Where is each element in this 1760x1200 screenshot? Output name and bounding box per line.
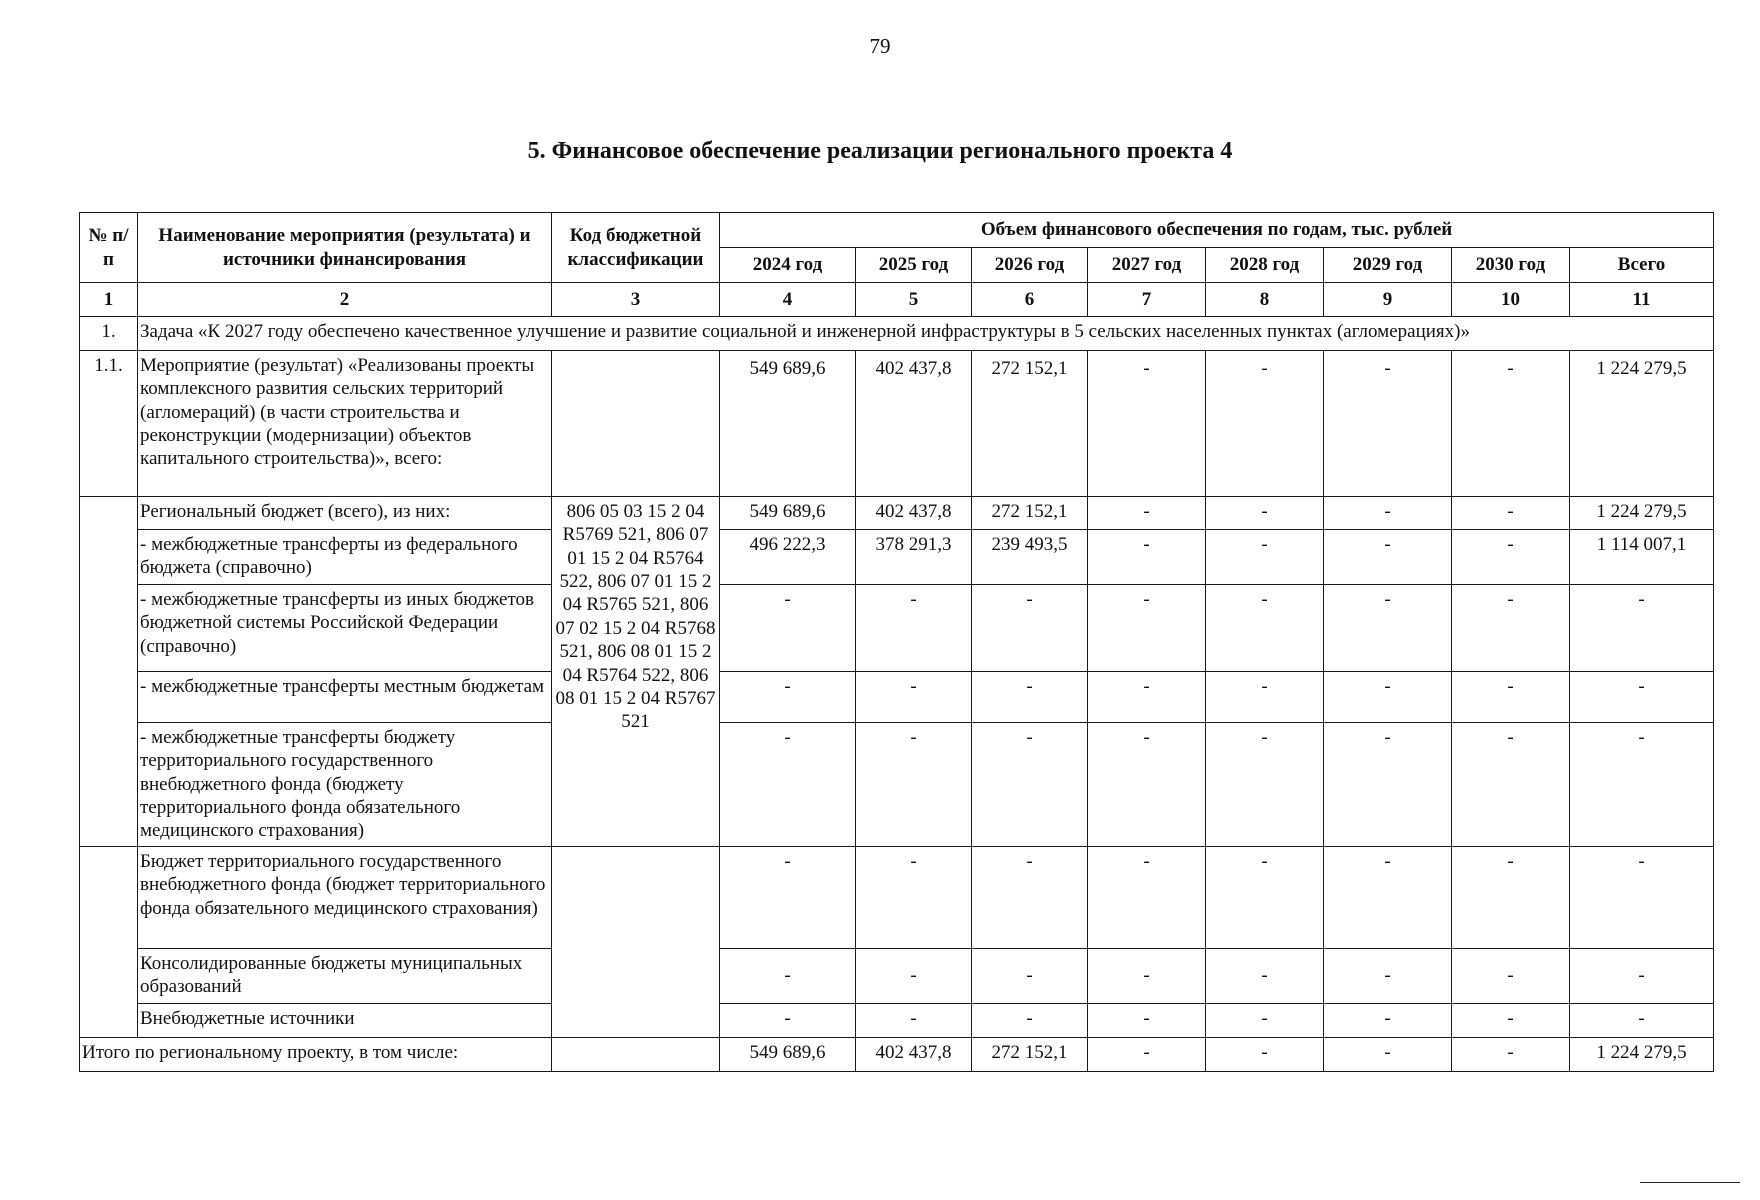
col-number: 6 <box>972 283 1088 317</box>
value-cell: - <box>1452 530 1570 585</box>
value-cell: - <box>1452 723 1570 847</box>
value-cell: 496 222,3 <box>720 530 856 585</box>
row-name: - межбюджетные трансферты из иных бюджетов бюджетной системы Российской Федерации (справочно) <box>138 585 552 672</box>
value-cell: 378 291,3 <box>856 530 972 585</box>
header-row-1 <box>80 213 1714 248</box>
table-row <box>80 672 1714 723</box>
value-cell: - <box>1088 585 1206 672</box>
header-name: Наименование мероприятия (результата) и источники финансирования <box>138 213 552 283</box>
value-cell: - <box>1088 497 1206 530</box>
col-number: 7 <box>1088 283 1206 317</box>
value-cell: - <box>1570 949 1714 1004</box>
value-cell: - <box>1324 497 1452 530</box>
value-cell: 1 224 279,5 <box>1570 351 1714 497</box>
value-cell: - <box>1570 847 1714 949</box>
value-cell: - <box>1088 949 1206 1004</box>
col-number: 8 <box>1206 283 1324 317</box>
value-cell: - <box>1324 530 1452 585</box>
value-cell: - <box>720 723 856 847</box>
header-year: 2027 год <box>1088 248 1206 283</box>
header-year: 2025 год <box>856 248 972 283</box>
row-name: Консолидированные бюджеты муниципальных образований <box>138 949 552 1004</box>
measure-code-empty <box>552 351 720 497</box>
value-cell: 1 224 279,5 <box>1570 497 1714 530</box>
value-cell: - <box>1206 351 1324 497</box>
value-cell: 1 224 279,5 <box>1570 1038 1714 1072</box>
value-cell: - <box>856 949 972 1004</box>
measure-number: 1.1. <box>80 351 138 497</box>
header-year: 2029 год <box>1324 248 1452 283</box>
col-number: 9 <box>1324 283 1452 317</box>
value-cell: - <box>1324 1004 1452 1038</box>
row-name: Региональный бюджет (всего), из них: <box>138 497 552 530</box>
budget-code: 806 05 03 15 2 04 R5769 521, 806 07 01 15 2 04 R5764 522, 806 07 01 15 2 04 R5765 521, 806 07 02 15 2 04 R5768 521, 806 08 01 15 2 04 R5764 522, 806 08 01 15 2 04 R5767 521 <box>552 497 720 847</box>
value-cell: - <box>1452 949 1570 1004</box>
header-year: 2030 год <box>1452 248 1570 283</box>
value-cell: - <box>1206 1004 1324 1038</box>
header-year: 2024 год <box>720 248 856 283</box>
value-cell: - <box>1324 949 1452 1004</box>
value-cell: - <box>856 847 972 949</box>
row-name: - межбюджетные трансферты из федерального бюджета (справочно) <box>138 530 552 585</box>
value-cell: 272 152,1 <box>972 497 1088 530</box>
value-cell: - <box>1206 672 1324 723</box>
value-cell: - <box>1088 1038 1206 1072</box>
col-number: 5 <box>856 283 972 317</box>
total-label: Итого по региональному проекту, в том числе: <box>80 1038 552 1072</box>
page-number: 79 <box>869 34 891 58</box>
value-cell: - <box>1324 585 1452 672</box>
value-cell: - <box>972 1004 1088 1038</box>
value-cell: - <box>1452 351 1570 497</box>
header-code: Код бюджетной классификации <box>552 213 720 283</box>
header-total: Всего <box>1570 248 1714 283</box>
value-cell: - <box>1206 1038 1324 1072</box>
task-row <box>80 317 1714 351</box>
value-cell: 549 689,6 <box>720 497 856 530</box>
measure-name: Мероприятие (результат) «Реализованы проекты комплексного развития сельских территорий (агломераций) (в части строительства и реконструкции (модернизации) объектов капитального строительства)», всего: <box>138 351 552 497</box>
measure-row <box>80 351 1714 497</box>
col-number: 2 <box>138 283 552 317</box>
task-text: Задача «К 2027 году обеспечено качественное улучшение и развитие социальной и инженерной инфраструктуры в 5 сельских населенных пунктах (агломерациях)» <box>138 317 1714 351</box>
footer-rule <box>1640 1182 1740 1183</box>
value-cell: - <box>720 585 856 672</box>
column-numbers-row <box>80 283 1714 317</box>
value-cell: - <box>1452 497 1570 530</box>
value-cell: - <box>1570 672 1714 723</box>
value-cell: - <box>856 672 972 723</box>
header-volume: Объем финансового обеспечения по годам, тыс. рублей <box>720 213 1714 248</box>
value-cell: - <box>1324 672 1452 723</box>
value-cell: - <box>1088 847 1206 949</box>
value-cell: - <box>1088 530 1206 585</box>
value-cell: - <box>1206 497 1324 530</box>
document-title: 5. Финансовое обеспечение реализации регионального проекта 4 <box>527 138 1233 164</box>
value-cell: - <box>1206 585 1324 672</box>
value-cell: - <box>1206 847 1324 949</box>
row-name: - межбюджетные трансферты бюджету территориального государственного внебюджетного фонда (бюджету территориального фонда обязательного медицинского страхования) <box>138 723 552 847</box>
value-cell: - <box>972 949 1088 1004</box>
value-cell: - <box>1088 351 1206 497</box>
value-cell: - <box>1324 351 1452 497</box>
value-cell: - <box>720 672 856 723</box>
value-cell: 272 152,1 <box>972 351 1088 497</box>
value-cell: - <box>1206 949 1324 1004</box>
value-cell: - <box>720 949 856 1004</box>
value-cell: - <box>1324 1038 1452 1072</box>
total-row <box>80 1038 1714 1072</box>
value-cell: 272 152,1 <box>972 1038 1088 1072</box>
table-row <box>80 847 1714 949</box>
value-cell: - <box>1088 1004 1206 1038</box>
value-cell: 1 114 007,1 <box>1570 530 1714 585</box>
value-cell: - <box>720 847 856 949</box>
row-name: Бюджет территориального государственного внебюджетного фонда (бюджет территориального фонда обязательного медицинского страхования) <box>138 847 552 949</box>
value-cell: - <box>1206 530 1324 585</box>
value-cell: - <box>972 672 1088 723</box>
col-number: 3 <box>552 283 720 317</box>
value-cell: - <box>972 847 1088 949</box>
value-cell: 402 437,8 <box>856 497 972 530</box>
row-name: - межбюджетные трансферты местным бюджетам <box>138 672 552 723</box>
header-year: 2028 год <box>1206 248 1324 283</box>
value-cell: - <box>1452 672 1570 723</box>
value-cell: - <box>1452 1004 1570 1038</box>
value-cell: - <box>1088 672 1206 723</box>
value-cell: - <box>856 585 972 672</box>
value-cell: - <box>1324 847 1452 949</box>
num-empty <box>80 497 138 847</box>
value-cell: - <box>972 585 1088 672</box>
value-cell: - <box>1452 847 1570 949</box>
num-empty <box>80 847 138 1038</box>
col-number: 4 <box>720 283 856 317</box>
col-number: 11 <box>1570 283 1714 317</box>
value-cell: - <box>1570 1004 1714 1038</box>
value-cell: - <box>1452 585 1570 672</box>
value-cell: - <box>1088 723 1206 847</box>
table-row <box>80 1004 1714 1038</box>
task-number: 1. <box>80 317 138 351</box>
table-row <box>80 530 1714 585</box>
value-cell: 402 437,8 <box>856 351 972 497</box>
value-cell: - <box>856 723 972 847</box>
code-empty <box>552 847 720 1038</box>
col-number: 10 <box>1452 283 1570 317</box>
table-row <box>80 723 1714 847</box>
value-cell: - <box>972 723 1088 847</box>
value-cell: - <box>1206 723 1324 847</box>
financing-table <box>79 212 1714 1072</box>
value-cell: - <box>1324 723 1452 847</box>
header-year: 2026 год <box>972 248 1088 283</box>
value-cell: 402 437,8 <box>856 1038 972 1072</box>
value-cell: - <box>720 1004 856 1038</box>
total-code-empty <box>552 1038 720 1072</box>
value-cell: - <box>1570 723 1714 847</box>
header-num: № п/п <box>80 213 138 283</box>
row-name: Внебюджетные источники <box>138 1004 552 1038</box>
value-cell: - <box>1452 1038 1570 1072</box>
table-row <box>80 949 1714 1004</box>
value-cell: - <box>856 1004 972 1038</box>
table-row <box>80 585 1714 672</box>
value-cell: 549 689,6 <box>720 351 856 497</box>
value-cell: - <box>1570 585 1714 672</box>
value-cell: 239 493,5 <box>972 530 1088 585</box>
table-row <box>80 497 1714 530</box>
value-cell: 549 689,6 <box>720 1038 856 1072</box>
col-number: 1 <box>80 283 138 317</box>
